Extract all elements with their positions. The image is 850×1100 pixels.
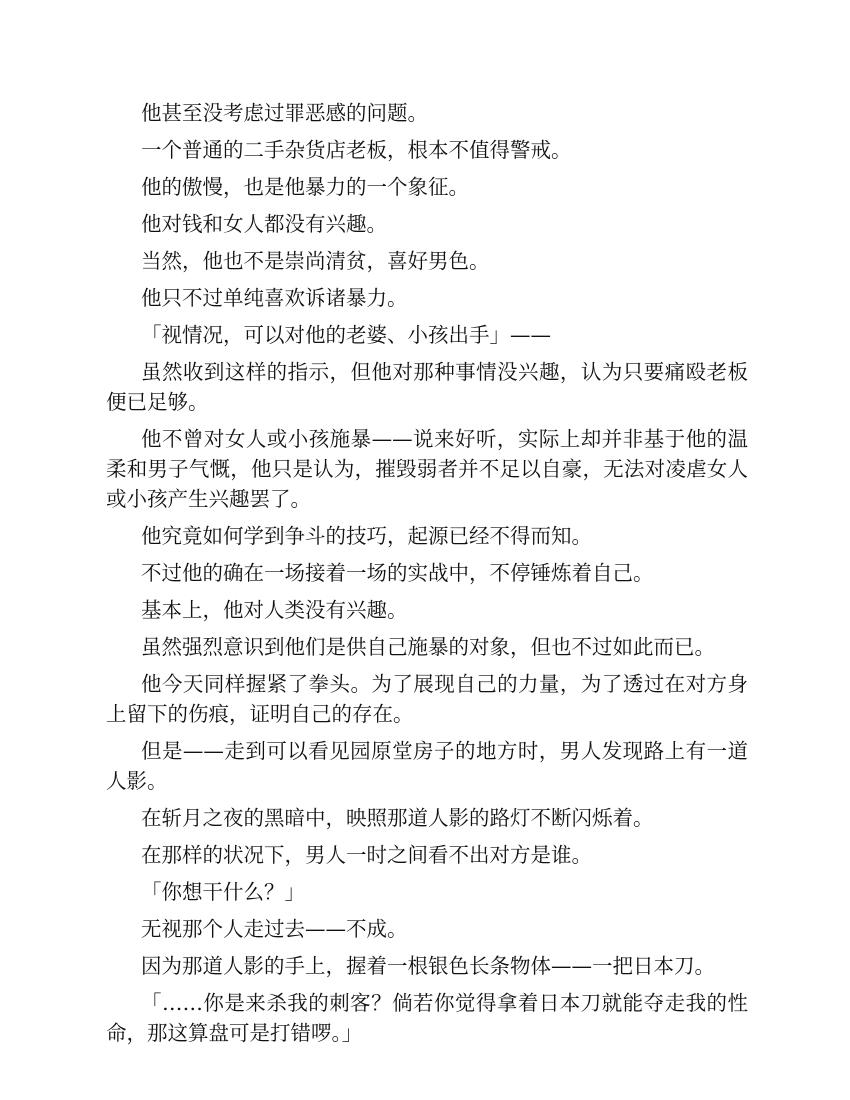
paragraph: 他甚至没考虑过罪恶感的问题。 xyxy=(141,101,428,125)
paragraph: 但是——走到可以看见园原堂房子的地方时，男人发现路上有一道人影。 xyxy=(106,739,748,793)
paragraph: 无视那个人走过去——不成。 xyxy=(141,917,408,941)
paragraph: 一个普通的二手杂货店老板，根本不值得警戒。 xyxy=(141,138,572,162)
paragraph: 在那样的状况下，男人一时之间看不出对方是谁。 xyxy=(141,843,592,867)
paragraph: 基本上，他对人类没有兴趣。 xyxy=(141,598,408,622)
paragraph: 他只不过单纯喜欢诉诸暴力。 xyxy=(141,286,408,310)
paragraph: 他不曾对女人或小孩施暴——说来好听，实际上却并非基于他的温柔和男子气慨，他只是认为，摧毁弱者并不足以自豪，无法对凌虐女人或小孩产生兴趣罢了。 xyxy=(106,427,748,511)
paragraph: 不过他的确在一场接着一场的实战中，不停锤炼着自己。 xyxy=(141,561,654,585)
paragraph: 当然，他也不是崇尚清贫，喜好男色。 xyxy=(141,249,490,273)
paragraph: 在斩月之夜的黑暗中，映照那道人影的路灯不断闪烁着。 xyxy=(141,806,654,830)
paragraph: 「……你是来杀我的刺客？倘若你觉得拿着日本刀就能夺走我的性命，那这算盘可是打错啰。」 xyxy=(106,991,748,1045)
paragraph: 「你想干什么？」 xyxy=(141,880,305,904)
paragraph: 「视情况，可以对他的老婆、小孩出手」—— xyxy=(141,323,551,347)
paragraph: 因为那道人影的手上，握着一根银色长条物体——一把日本刀。 xyxy=(141,954,715,978)
body-text xyxy=(106,98,748,1055)
paragraph: 他对钱和女人都没有兴趣。 xyxy=(141,212,387,236)
paragraph: 他今天同样握紧了拳头。为了展现自己的力量，为了透过在对方身上留下的伤痕，证明自己的存在。 xyxy=(106,672,748,726)
paragraph: 虽然强烈意识到他们是供自己施暴的对象，但也不过如此而已。 xyxy=(141,635,715,659)
paragraph: 他的傲慢，也是他暴力的一个象征。 xyxy=(141,175,469,199)
paragraph: 他究竟如何学到争斗的技巧，起源已经不得而知。 xyxy=(141,524,592,548)
paragraph: 虽然收到这样的指示，但他对那种事情没兴趣，认为只要痛殴老板便已足够。 xyxy=(106,360,748,414)
